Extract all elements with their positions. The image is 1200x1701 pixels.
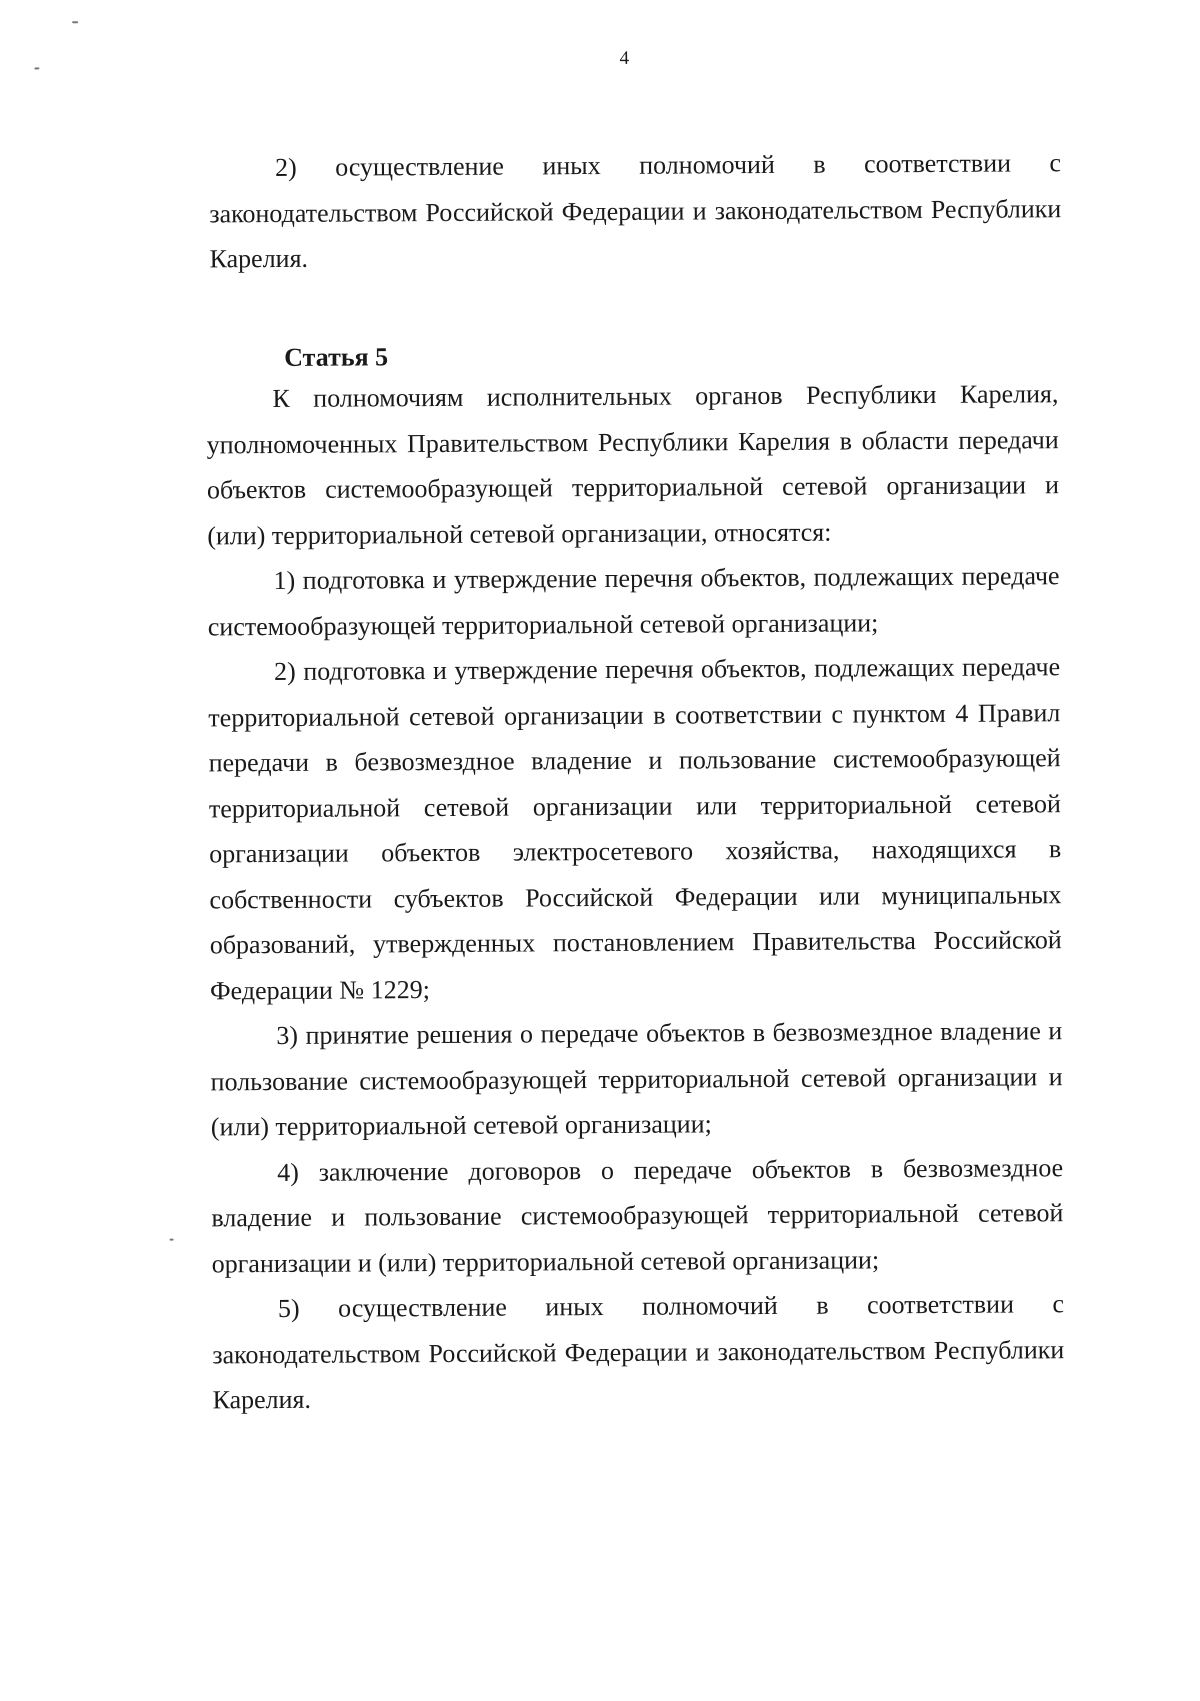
- article-body: [206, 371, 1064, 1423]
- scan-speck: [34, 67, 39, 69]
- scan-speck: [72, 21, 78, 23]
- scan-speck: [170, 1239, 174, 1241]
- article-heading: Статья 5: [284, 342, 389, 372]
- list-item: 2) осуществление иных полномочий в соответствии с законодательством Российской Федерации и законодательством Республики Карелия.: [209, 148, 1062, 274]
- continued-article-text: [209, 140, 1062, 282]
- list-item: 4) заключение договоров о передаче объектов в безвозмездное владение и пользование системообразующей территориальной сетевой организации и (или) территориальной сетевой организации;: [211, 1152, 1064, 1278]
- list-item: 2) подготовка и утверждение перечня объектов, подлежащих передаче территориальной сетевой организации в соответствии с пунктом 4 Правил передачи в безвозмездное владение и пользование системообразующей территориальной сетевой организации или территориальной сетевой организации объектов электросетевого хозяйства, находящихся в собственности субъектов Российской Федерации или муниципальных образований, утвержденных постановлением Правительства Российской Федерации № 1229;: [208, 652, 1062, 1005]
- list-item: 5) осуществление иных полномочий в соответствии с законодательством Российской Федерации и законодательством Республики Карелия.: [212, 1289, 1065, 1415]
- list-item: 1) подготовка и утверждение перечня объектов, подлежащих передаче системообразующей территориальной сетевой организации;: [207, 561, 1060, 641]
- article-intro: К полномочиям исполнительных органов Республики Карелия, уполномоченных Правительством Республики Карелия в области передачи объектов системообразующей территориальной сетевой организации и (или) территориальной сетевой организации, относятся:: [206, 379, 1060, 550]
- page-number: 4: [619, 47, 630, 69]
- list-item: 3) принятие решения о передаче объектов в безвозмездное владение и пользование системообразующей территориальной сетевой организации и (или) территориальной сетевой организации;: [210, 1016, 1063, 1142]
